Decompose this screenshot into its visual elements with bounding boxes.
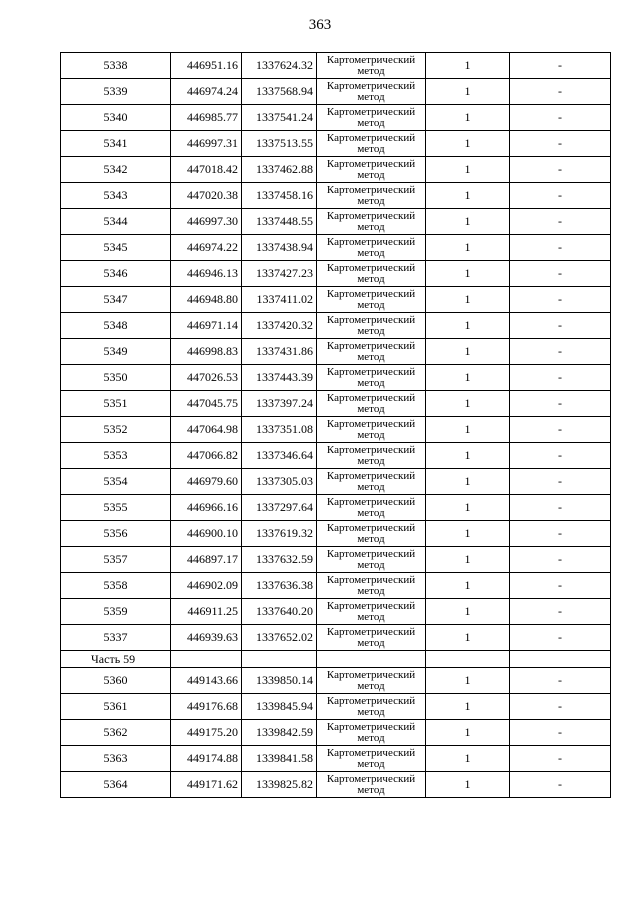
y-coordinate-cell: 1337346.64 — [242, 443, 317, 469]
x-coordinate-cell: 446998.83 — [171, 339, 242, 365]
point-number-cell: 5359 — [61, 599, 171, 625]
x-coordinate-cell: 447026.53 — [171, 365, 242, 391]
x-coordinate-cell: 446997.31 — [171, 131, 242, 157]
method-cell: Картометрический метод — [317, 668, 426, 694]
accuracy-cell: 1 — [426, 157, 510, 183]
point-number-cell: 5355 — [61, 495, 171, 521]
point-number-cell: 5342 — [61, 157, 171, 183]
method-cell: Картометрический метод — [317, 235, 426, 261]
accuracy-cell: 1 — [426, 547, 510, 573]
method-cell: Картометрический метод — [317, 746, 426, 772]
point-number-cell: 5350 — [61, 365, 171, 391]
x-coordinate-cell: 446897.17 — [171, 547, 242, 573]
point-number-cell: 5347 — [61, 287, 171, 313]
y-coordinate-cell: 1337513.55 — [242, 131, 317, 157]
method-cell: Картометрический метод — [317, 720, 426, 746]
description-cell: - — [510, 313, 611, 339]
x-coordinate-cell: 446948.80 — [171, 287, 242, 313]
table-row — [61, 391, 611, 417]
y-coordinate-cell: 1337632.59 — [242, 547, 317, 573]
y-coordinate-cell: 1337438.94 — [242, 235, 317, 261]
description-cell: - — [510, 365, 611, 391]
accuracy-cell: 1 — [426, 339, 510, 365]
x-coordinate-cell: 449176.68 — [171, 694, 242, 720]
y-coordinate-cell: 1337305.03 — [242, 469, 317, 495]
description-cell: - — [510, 287, 611, 313]
coordinates-table — [60, 52, 611, 798]
x-coordinate-cell: 446985.77 — [171, 105, 242, 131]
point-number-cell: 5341 — [61, 131, 171, 157]
accuracy-cell: 1 — [426, 625, 510, 651]
section-row — [61, 651, 611, 668]
point-number-cell: 5363 — [61, 746, 171, 772]
accuracy-cell: 1 — [426, 772, 510, 798]
point-number-cell: 5361 — [61, 694, 171, 720]
table-row — [61, 287, 611, 313]
method-cell: Картометрический метод — [317, 131, 426, 157]
table-row — [61, 694, 611, 720]
description-cell: - — [510, 105, 611, 131]
description-cell: - — [510, 131, 611, 157]
point-number-cell: 5352 — [61, 417, 171, 443]
table-row — [61, 720, 611, 746]
point-number-cell: 5351 — [61, 391, 171, 417]
page-number: 363 — [308, 17, 332, 33]
method-cell: Картометрический метод — [317, 105, 426, 131]
y-coordinate-cell: 1337448.55 — [242, 209, 317, 235]
method-cell: Картометрический метод — [317, 521, 426, 547]
point-number-cell: 5353 — [61, 443, 171, 469]
table-row — [61, 79, 611, 105]
method-cell: Картометрический метод — [317, 79, 426, 105]
method-cell: Картометрический метод — [317, 599, 426, 625]
description-cell: - — [510, 157, 611, 183]
y-coordinate-cell: 1337397.24 — [242, 391, 317, 417]
accuracy-cell: 1 — [426, 131, 510, 157]
point-number-cell: 5343 — [61, 183, 171, 209]
x-coordinate-cell: 447018.42 — [171, 157, 242, 183]
point-number-cell: 5348 — [61, 313, 171, 339]
method-cell: Картометрический метод — [317, 469, 426, 495]
point-number-cell: 5362 — [61, 720, 171, 746]
y-coordinate-cell: 1337458.16 — [242, 183, 317, 209]
x-coordinate-cell: 449175.20 — [171, 720, 242, 746]
table-row — [61, 339, 611, 365]
description-cell: - — [510, 53, 611, 79]
table-row — [61, 365, 611, 391]
x-coordinate-cell: 446902.09 — [171, 573, 242, 599]
accuracy-cell: 1 — [426, 79, 510, 105]
y-coordinate-cell: 1337431.86 — [242, 339, 317, 365]
method-cell: Картометрический метод — [317, 694, 426, 720]
accuracy-cell: 1 — [426, 365, 510, 391]
description-cell: - — [510, 469, 611, 495]
x-coordinate-cell: 446971.14 — [171, 313, 242, 339]
method-cell: Картометрический метод — [317, 365, 426, 391]
method-cell: Картометрический метод — [317, 209, 426, 235]
method-cell: Картометрический метод — [317, 443, 426, 469]
point-number-cell: 5357 — [61, 547, 171, 573]
y-coordinate-cell: 1337420.32 — [242, 313, 317, 339]
point-number-cell: 5346 — [61, 261, 171, 287]
section-label: Часть 59 — [61, 651, 171, 668]
table-row — [61, 235, 611, 261]
x-coordinate-cell: 446974.22 — [171, 235, 242, 261]
accuracy-cell: 1 — [426, 469, 510, 495]
empty-cell — [426, 651, 510, 668]
accuracy-cell: 1 — [426, 105, 510, 131]
y-coordinate-cell: 1339850.14 — [242, 668, 317, 694]
description-cell: - — [510, 746, 611, 772]
description-cell: - — [510, 417, 611, 443]
point-number-cell: 5354 — [61, 469, 171, 495]
empty-cell — [510, 651, 611, 668]
x-coordinate-cell: 449174.88 — [171, 746, 242, 772]
table-row — [61, 53, 611, 79]
method-cell: Картометрический метод — [317, 573, 426, 599]
table-row — [61, 209, 611, 235]
description-cell: - — [510, 772, 611, 798]
table-row — [61, 573, 611, 599]
method-cell: Картометрический метод — [317, 287, 426, 313]
method-cell: Картометрический метод — [317, 417, 426, 443]
description-cell: - — [510, 391, 611, 417]
x-coordinate-cell: 447066.82 — [171, 443, 242, 469]
accuracy-cell: 1 — [426, 521, 510, 547]
accuracy-cell: 1 — [426, 313, 510, 339]
point-number-cell: 5364 — [61, 772, 171, 798]
x-coordinate-cell: 449143.66 — [171, 668, 242, 694]
empty-cell — [242, 651, 317, 668]
x-coordinate-cell: 446946.13 — [171, 261, 242, 287]
description-cell: - — [510, 521, 611, 547]
y-coordinate-cell: 1337652.02 — [242, 625, 317, 651]
x-coordinate-cell: 446911.25 — [171, 599, 242, 625]
table-row — [61, 521, 611, 547]
description-cell: - — [510, 443, 611, 469]
description-cell: - — [510, 547, 611, 573]
x-coordinate-cell: 446939.63 — [171, 625, 242, 651]
point-number-cell: 5344 — [61, 209, 171, 235]
y-coordinate-cell: 1337619.32 — [242, 521, 317, 547]
table-row — [61, 183, 611, 209]
accuracy-cell: 1 — [426, 694, 510, 720]
method-cell: Картометрический метод — [317, 261, 426, 287]
description-cell: - — [510, 235, 611, 261]
description-cell: - — [510, 720, 611, 746]
method-cell: Картометрический метод — [317, 183, 426, 209]
y-coordinate-cell: 1339841.58 — [242, 746, 317, 772]
x-coordinate-cell: 446951.16 — [171, 53, 242, 79]
y-coordinate-cell: 1337568.94 — [242, 79, 317, 105]
accuracy-cell: 1 — [426, 209, 510, 235]
x-coordinate-cell: 447020.38 — [171, 183, 242, 209]
point-number-cell: 5349 — [61, 339, 171, 365]
y-coordinate-cell: 1337624.32 — [242, 53, 317, 79]
point-number-cell: 5345 — [61, 235, 171, 261]
coordinates-table-body — [61, 53, 611, 798]
y-coordinate-cell: 1337351.08 — [242, 417, 317, 443]
description-cell: - — [510, 625, 611, 651]
method-cell: Картометрический метод — [317, 313, 426, 339]
x-coordinate-cell: 446966.16 — [171, 495, 242, 521]
description-cell: - — [510, 209, 611, 235]
table-row — [61, 547, 611, 573]
table-row — [61, 313, 611, 339]
method-cell: Картометрический метод — [317, 391, 426, 417]
description-cell: - — [510, 339, 611, 365]
method-cell: Картометрический метод — [317, 53, 426, 79]
point-number-cell: 5360 — [61, 668, 171, 694]
accuracy-cell: 1 — [426, 668, 510, 694]
accuracy-cell: 1 — [426, 443, 510, 469]
x-coordinate-cell: 447045.75 — [171, 391, 242, 417]
empty-cell — [171, 651, 242, 668]
table-row — [61, 495, 611, 521]
description-cell: - — [510, 668, 611, 694]
y-coordinate-cell: 1337297.64 — [242, 495, 317, 521]
x-coordinate-cell: 446974.24 — [171, 79, 242, 105]
table-row — [61, 157, 611, 183]
description-cell: - — [510, 79, 611, 105]
y-coordinate-cell: 1337443.39 — [242, 365, 317, 391]
description-cell: - — [510, 261, 611, 287]
method-cell: Картометрический метод — [317, 157, 426, 183]
method-cell: Картометрический метод — [317, 772, 426, 798]
accuracy-cell: 1 — [426, 573, 510, 599]
accuracy-cell: 1 — [426, 599, 510, 625]
point-number-cell: 5356 — [61, 521, 171, 547]
point-number-cell: 5358 — [61, 573, 171, 599]
point-number-cell: 5340 — [61, 105, 171, 131]
accuracy-cell: 1 — [426, 235, 510, 261]
accuracy-cell: 1 — [426, 495, 510, 521]
method-cell: Картометрический метод — [317, 547, 426, 573]
accuracy-cell: 1 — [426, 261, 510, 287]
y-coordinate-cell: 1337462.88 — [242, 157, 317, 183]
y-coordinate-cell: 1339842.59 — [242, 720, 317, 746]
table-row — [61, 261, 611, 287]
method-cell: Картометрический метод — [317, 495, 426, 521]
description-cell: - — [510, 573, 611, 599]
description-cell: - — [510, 694, 611, 720]
point-number-cell: 5337 — [61, 625, 171, 651]
accuracy-cell: 1 — [426, 417, 510, 443]
point-number-cell: 5338 — [61, 53, 171, 79]
x-coordinate-cell: 446997.30 — [171, 209, 242, 235]
table-row — [61, 131, 611, 157]
method-cell: Картометрический метод — [317, 625, 426, 651]
table-row — [61, 668, 611, 694]
x-coordinate-cell: 447064.98 — [171, 417, 242, 443]
y-coordinate-cell: 1339845.94 — [242, 694, 317, 720]
description-cell: - — [510, 183, 611, 209]
y-coordinate-cell: 1337640.20 — [242, 599, 317, 625]
point-number-cell: 5339 — [61, 79, 171, 105]
x-coordinate-cell: 446900.10 — [171, 521, 242, 547]
method-cell: Картометрический метод — [317, 339, 426, 365]
x-coordinate-cell: 449171.62 — [171, 772, 242, 798]
table-row — [61, 746, 611, 772]
y-coordinate-cell: 1337636.38 — [242, 573, 317, 599]
description-cell: - — [510, 599, 611, 625]
accuracy-cell: 1 — [426, 287, 510, 313]
table-row — [61, 443, 611, 469]
y-coordinate-cell: 1337541.24 — [242, 105, 317, 131]
table-row — [61, 417, 611, 443]
empty-cell — [317, 651, 426, 668]
table-row — [61, 625, 611, 651]
accuracy-cell: 1 — [426, 746, 510, 772]
accuracy-cell: 1 — [426, 391, 510, 417]
accuracy-cell: 1 — [426, 183, 510, 209]
y-coordinate-cell: 1337427.23 — [242, 261, 317, 287]
table-row — [61, 772, 611, 798]
x-coordinate-cell: 446979.60 — [171, 469, 242, 495]
accuracy-cell: 1 — [426, 720, 510, 746]
accuracy-cell: 1 — [426, 53, 510, 79]
y-coordinate-cell: 1339825.82 — [242, 772, 317, 798]
table-row — [61, 105, 611, 131]
y-coordinate-cell: 1337411.02 — [242, 287, 317, 313]
table-row — [61, 599, 611, 625]
table-row — [61, 469, 611, 495]
description-cell: - — [510, 495, 611, 521]
